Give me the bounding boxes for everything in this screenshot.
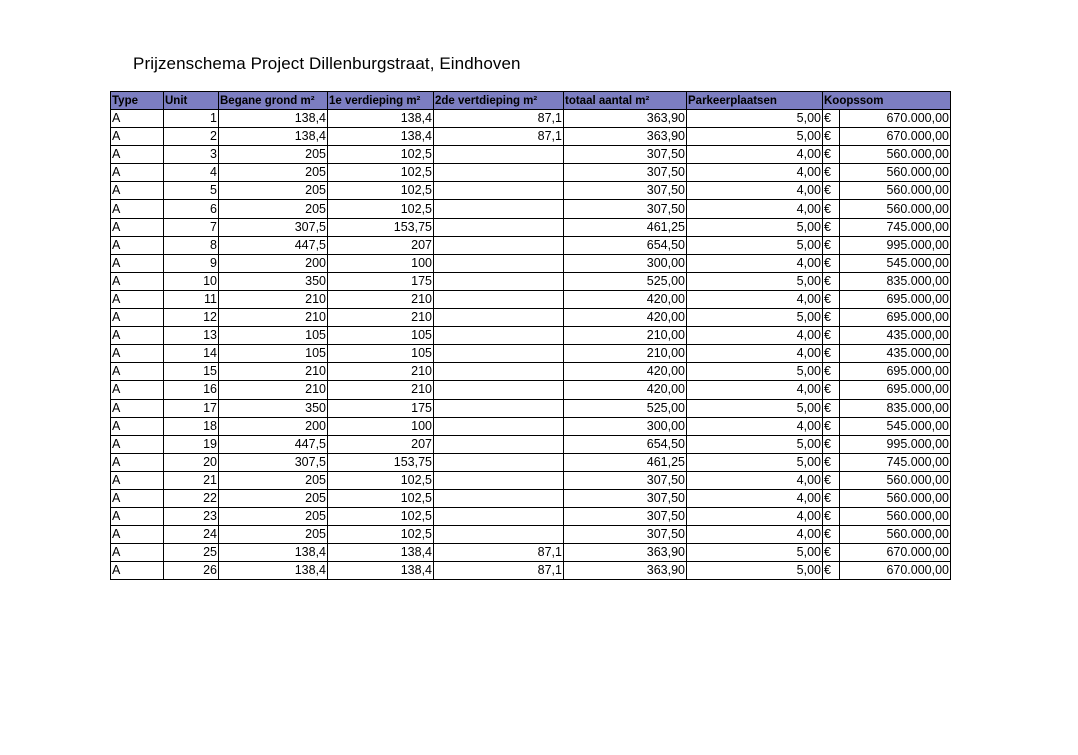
cell-koopsom: 995.000,00 xyxy=(840,236,951,254)
cell-eerste-verdieping: 105 xyxy=(328,327,434,345)
cell-parkeerplaatsen: 4,00 xyxy=(687,200,823,218)
cell-koopsom: 560.000,00 xyxy=(840,146,951,164)
cell-parkeerplaatsen: 4,00 xyxy=(687,381,823,399)
cell-parkeerplaatsen: 4,00 xyxy=(687,508,823,526)
cell-totaal: 654,50 xyxy=(564,236,687,254)
cell-type: A xyxy=(111,128,164,146)
cell-eerste-verdieping: 102,5 xyxy=(328,471,434,489)
cell-unit: 12 xyxy=(164,309,219,327)
cell-unit: 26 xyxy=(164,562,219,580)
table-row xyxy=(111,381,951,399)
cell-tweede-verdieping xyxy=(434,254,564,272)
cell-currency-symbol: € xyxy=(823,272,840,290)
cell-eerste-verdieping: 153,75 xyxy=(328,453,434,471)
cell-tweede-verdieping: 87,1 xyxy=(434,110,564,128)
cell-parkeerplaatsen: 5,00 xyxy=(687,544,823,562)
cell-tweede-verdieping xyxy=(434,508,564,526)
cell-koopsom: 560.000,00 xyxy=(840,200,951,218)
cell-type: A xyxy=(111,417,164,435)
cell-parkeerplaatsen: 4,00 xyxy=(687,526,823,544)
cell-parkeerplaatsen: 4,00 xyxy=(687,182,823,200)
cell-totaal: 307,50 xyxy=(564,182,687,200)
cell-unit: 6 xyxy=(164,200,219,218)
cell-eerste-verdieping: 102,5 xyxy=(328,164,434,182)
price-table xyxy=(110,91,951,580)
cell-currency-symbol: € xyxy=(823,200,840,218)
cell-totaal: 363,90 xyxy=(564,110,687,128)
cell-currency-symbol: € xyxy=(823,453,840,471)
cell-begane-grond: 105 xyxy=(219,327,328,345)
cell-koopsom: 670.000,00 xyxy=(840,562,951,580)
table-row xyxy=(111,363,951,381)
cell-totaal: 307,50 xyxy=(564,146,687,164)
cell-type: A xyxy=(111,182,164,200)
table-row xyxy=(111,218,951,236)
table-row xyxy=(111,254,951,272)
cell-begane-grond: 447,5 xyxy=(219,435,328,453)
cell-totaal: 307,50 xyxy=(564,508,687,526)
cell-type: A xyxy=(111,309,164,327)
cell-tweede-verdieping xyxy=(434,399,564,417)
cell-tweede-verdieping xyxy=(434,453,564,471)
cell-begane-grond: 210 xyxy=(219,381,328,399)
cell-eerste-verdieping: 100 xyxy=(328,254,434,272)
table-row xyxy=(111,471,951,489)
cell-koopsom: 745.000,00 xyxy=(840,453,951,471)
cell-eerste-verdieping: 210 xyxy=(328,363,434,381)
cell-unit: 5 xyxy=(164,182,219,200)
cell-unit: 16 xyxy=(164,381,219,399)
cell-totaal: 363,90 xyxy=(564,544,687,562)
cell-begane-grond: 105 xyxy=(219,345,328,363)
table-row xyxy=(111,182,951,200)
cell-tweede-verdieping xyxy=(434,435,564,453)
cell-parkeerplaatsen: 4,00 xyxy=(687,417,823,435)
cell-eerste-verdieping: 210 xyxy=(328,381,434,399)
cell-eerste-verdieping: 102,5 xyxy=(328,146,434,164)
cell-unit: 3 xyxy=(164,146,219,164)
cell-koopsom: 560.000,00 xyxy=(840,164,951,182)
cell-parkeerplaatsen: 5,00 xyxy=(687,218,823,236)
header-type: Type xyxy=(111,92,164,110)
cell-eerste-verdieping: 175 xyxy=(328,272,434,290)
cell-currency-symbol: € xyxy=(823,110,840,128)
cell-tweede-verdieping xyxy=(434,489,564,507)
table-row xyxy=(111,200,951,218)
header-begane-grond: Begane grond m² xyxy=(219,92,328,110)
cell-koopsom: 545.000,00 xyxy=(840,254,951,272)
table-row xyxy=(111,146,951,164)
cell-tweede-verdieping xyxy=(434,182,564,200)
cell-begane-grond: 205 xyxy=(219,489,328,507)
cell-totaal: 420,00 xyxy=(564,309,687,327)
cell-unit: 2 xyxy=(164,128,219,146)
cell-eerste-verdieping: 100 xyxy=(328,417,434,435)
cell-begane-grond: 138,4 xyxy=(219,128,328,146)
cell-unit: 25 xyxy=(164,544,219,562)
cell-type: A xyxy=(111,200,164,218)
cell-begane-grond: 447,5 xyxy=(219,236,328,254)
cell-begane-grond: 205 xyxy=(219,164,328,182)
cell-tweede-verdieping xyxy=(434,381,564,399)
cell-totaal: 307,50 xyxy=(564,164,687,182)
cell-unit: 4 xyxy=(164,164,219,182)
cell-currency-symbol: € xyxy=(823,417,840,435)
table-row xyxy=(111,345,951,363)
cell-eerste-verdieping: 102,5 xyxy=(328,526,434,544)
table-row xyxy=(111,236,951,254)
cell-totaal: 363,90 xyxy=(564,128,687,146)
cell-tweede-verdieping: 87,1 xyxy=(434,128,564,146)
cell-type: A xyxy=(111,110,164,128)
cell-type: A xyxy=(111,272,164,290)
cell-currency-symbol: € xyxy=(823,363,840,381)
header-unit: Unit xyxy=(164,92,219,110)
cell-unit: 23 xyxy=(164,508,219,526)
cell-currency-symbol: € xyxy=(823,345,840,363)
cell-eerste-verdieping: 138,4 xyxy=(328,562,434,580)
cell-currency-symbol: € xyxy=(823,489,840,507)
cell-currency-symbol: € xyxy=(823,290,840,308)
cell-type: A xyxy=(111,508,164,526)
cell-type: A xyxy=(111,471,164,489)
cell-totaal: 420,00 xyxy=(564,290,687,308)
cell-koopsom: 560.000,00 xyxy=(840,489,951,507)
cell-begane-grond: 205 xyxy=(219,200,328,218)
cell-totaal: 461,25 xyxy=(564,218,687,236)
cell-currency-symbol: € xyxy=(823,526,840,544)
cell-totaal: 363,90 xyxy=(564,562,687,580)
cell-koopsom: 560.000,00 xyxy=(840,508,951,526)
cell-parkeerplaatsen: 5,00 xyxy=(687,435,823,453)
cell-eerste-verdieping: 102,5 xyxy=(328,200,434,218)
cell-totaal: 461,25 xyxy=(564,453,687,471)
cell-currency-symbol: € xyxy=(823,254,840,272)
cell-tweede-verdieping xyxy=(434,236,564,254)
cell-parkeerplaatsen: 5,00 xyxy=(687,110,823,128)
cell-begane-grond: 307,5 xyxy=(219,218,328,236)
cell-unit: 19 xyxy=(164,435,219,453)
cell-currency-symbol: € xyxy=(823,128,840,146)
cell-type: A xyxy=(111,345,164,363)
cell-currency-symbol: € xyxy=(823,218,840,236)
table-row xyxy=(111,272,951,290)
cell-totaal: 307,50 xyxy=(564,526,687,544)
cell-parkeerplaatsen: 5,00 xyxy=(687,309,823,327)
cell-eerste-verdieping: 138,4 xyxy=(328,110,434,128)
cell-koopsom: 560.000,00 xyxy=(840,182,951,200)
cell-parkeerplaatsen: 4,00 xyxy=(687,489,823,507)
cell-parkeerplaatsen: 4,00 xyxy=(687,471,823,489)
cell-koopsom: 435.000,00 xyxy=(840,327,951,345)
cell-begane-grond: 210 xyxy=(219,290,328,308)
table-row xyxy=(111,399,951,417)
cell-eerste-verdieping: 138,4 xyxy=(328,128,434,146)
cell-currency-symbol: € xyxy=(823,236,840,254)
cell-parkeerplaatsen: 5,00 xyxy=(687,236,823,254)
cell-currency-symbol: € xyxy=(823,508,840,526)
cell-unit: 20 xyxy=(164,453,219,471)
cell-begane-grond: 205 xyxy=(219,526,328,544)
cell-parkeerplaatsen: 5,00 xyxy=(687,399,823,417)
header-tweede-verdieping: 2de vertdieping m² xyxy=(434,92,564,110)
cell-type: A xyxy=(111,562,164,580)
cell-currency-symbol: € xyxy=(823,471,840,489)
cell-parkeerplaatsen: 5,00 xyxy=(687,128,823,146)
cell-parkeerplaatsen: 4,00 xyxy=(687,345,823,363)
cell-unit: 21 xyxy=(164,471,219,489)
header-parkeerplaatsen: Parkeerplaatsen xyxy=(687,92,823,110)
cell-begane-grond: 350 xyxy=(219,272,328,290)
table-row xyxy=(111,453,951,471)
cell-begane-grond: 205 xyxy=(219,182,328,200)
cell-koopsom: 695.000,00 xyxy=(840,290,951,308)
table-body xyxy=(111,110,951,580)
cell-parkeerplaatsen: 5,00 xyxy=(687,453,823,471)
cell-currency-symbol: € xyxy=(823,435,840,453)
cell-parkeerplaatsen: 5,00 xyxy=(687,562,823,580)
cell-tweede-verdieping xyxy=(434,146,564,164)
cell-parkeerplaatsen: 4,00 xyxy=(687,290,823,308)
table-row xyxy=(111,417,951,435)
cell-unit: 18 xyxy=(164,417,219,435)
cell-tweede-verdieping xyxy=(434,345,564,363)
cell-totaal: 420,00 xyxy=(564,381,687,399)
cell-type: A xyxy=(111,254,164,272)
header-totaal: totaal aantal m² xyxy=(564,92,687,110)
cell-unit: 11 xyxy=(164,290,219,308)
cell-currency-symbol: € xyxy=(823,182,840,200)
cell-begane-grond: 200 xyxy=(219,254,328,272)
table-row xyxy=(111,128,951,146)
cell-koopsom: 835.000,00 xyxy=(840,272,951,290)
cell-totaal: 210,00 xyxy=(564,327,687,345)
cell-tweede-verdieping xyxy=(434,164,564,182)
cell-type: A xyxy=(111,218,164,236)
table-row xyxy=(111,309,951,327)
cell-begane-grond: 200 xyxy=(219,417,328,435)
cell-begane-grond: 138,4 xyxy=(219,110,328,128)
cell-koopsom: 670.000,00 xyxy=(840,128,951,146)
cell-koopsom: 695.000,00 xyxy=(840,309,951,327)
cell-currency-symbol: € xyxy=(823,399,840,417)
cell-tweede-verdieping xyxy=(434,309,564,327)
cell-type: A xyxy=(111,453,164,471)
cell-begane-grond: 205 xyxy=(219,508,328,526)
cell-begane-grond: 210 xyxy=(219,309,328,327)
table-row xyxy=(111,508,951,526)
cell-koopsom: 995.000,00 xyxy=(840,435,951,453)
cell-begane-grond: 205 xyxy=(219,471,328,489)
cell-koopsom: 670.000,00 xyxy=(840,544,951,562)
cell-koopsom: 695.000,00 xyxy=(840,381,951,399)
cell-koopsom: 435.000,00 xyxy=(840,345,951,363)
table-row xyxy=(111,526,951,544)
cell-type: A xyxy=(111,363,164,381)
page-title: Prijzenschema Project Dillenburgstraat, Eindhoven xyxy=(133,54,521,73)
cell-type: A xyxy=(111,146,164,164)
cell-type: A xyxy=(111,489,164,507)
cell-begane-grond: 350 xyxy=(219,399,328,417)
cell-tweede-verdieping xyxy=(434,272,564,290)
cell-currency-symbol: € xyxy=(823,381,840,399)
cell-unit: 24 xyxy=(164,526,219,544)
cell-begane-grond: 205 xyxy=(219,146,328,164)
header-eerste-verdieping: 1e verdieping m² xyxy=(328,92,434,110)
table-row xyxy=(111,489,951,507)
cell-type: A xyxy=(111,526,164,544)
cell-eerste-verdieping: 102,5 xyxy=(328,508,434,526)
cell-begane-grond: 138,4 xyxy=(219,562,328,580)
cell-begane-grond: 138,4 xyxy=(219,544,328,562)
cell-parkeerplaatsen: 4,00 xyxy=(687,327,823,345)
cell-eerste-verdieping: 210 xyxy=(328,290,434,308)
cell-unit: 1 xyxy=(164,110,219,128)
cell-eerste-verdieping: 175 xyxy=(328,399,434,417)
cell-eerste-verdieping: 207 xyxy=(328,435,434,453)
cell-type: A xyxy=(111,164,164,182)
cell-type: A xyxy=(111,236,164,254)
cell-tweede-verdieping xyxy=(434,417,564,435)
cell-tweede-verdieping: 87,1 xyxy=(434,544,564,562)
cell-eerste-verdieping: 105 xyxy=(328,345,434,363)
cell-parkeerplaatsen: 4,00 xyxy=(687,254,823,272)
cell-unit: 7 xyxy=(164,218,219,236)
cell-totaal: 300,00 xyxy=(564,254,687,272)
cell-unit: 9 xyxy=(164,254,219,272)
table-row xyxy=(111,544,951,562)
cell-tweede-verdieping xyxy=(434,526,564,544)
cell-currency-symbol: € xyxy=(823,146,840,164)
cell-totaal: 525,00 xyxy=(564,399,687,417)
cell-unit: 22 xyxy=(164,489,219,507)
cell-tweede-verdieping xyxy=(434,363,564,381)
cell-totaal: 654,50 xyxy=(564,435,687,453)
cell-type: A xyxy=(111,327,164,345)
cell-tweede-verdieping: 87,1 xyxy=(434,562,564,580)
cell-koopsom: 745.000,00 xyxy=(840,218,951,236)
cell-koopsom: 545.000,00 xyxy=(840,417,951,435)
cell-currency-symbol: € xyxy=(823,562,840,580)
cell-eerste-verdieping: 210 xyxy=(328,309,434,327)
cell-type: A xyxy=(111,381,164,399)
cell-eerste-verdieping: 102,5 xyxy=(328,489,434,507)
cell-koopsom: 835.000,00 xyxy=(840,399,951,417)
cell-type: A xyxy=(111,399,164,417)
cell-koopsom: 560.000,00 xyxy=(840,526,951,544)
cell-tweede-verdieping xyxy=(434,218,564,236)
cell-parkeerplaatsen: 4,00 xyxy=(687,146,823,164)
table-row xyxy=(111,110,951,128)
cell-type: A xyxy=(111,435,164,453)
cell-totaal: 210,00 xyxy=(564,345,687,363)
table-row xyxy=(111,164,951,182)
header-koopsom: Koopssom xyxy=(823,92,951,110)
cell-currency-symbol: € xyxy=(823,544,840,562)
cell-parkeerplaatsen: 5,00 xyxy=(687,363,823,381)
cell-totaal: 300,00 xyxy=(564,417,687,435)
cell-totaal: 525,00 xyxy=(564,272,687,290)
cell-currency-symbol: € xyxy=(823,327,840,345)
cell-tweede-verdieping xyxy=(434,290,564,308)
table-row xyxy=(111,435,951,453)
cell-type: A xyxy=(111,290,164,308)
table-row xyxy=(111,562,951,580)
header-row xyxy=(111,92,951,110)
cell-parkeerplaatsen: 4,00 xyxy=(687,164,823,182)
cell-eerste-verdieping: 102,5 xyxy=(328,182,434,200)
cell-begane-grond: 210 xyxy=(219,363,328,381)
cell-eerste-verdieping: 153,75 xyxy=(328,218,434,236)
cell-parkeerplaatsen: 5,00 xyxy=(687,272,823,290)
cell-unit: 13 xyxy=(164,327,219,345)
cell-koopsom: 670.000,00 xyxy=(840,110,951,128)
table-row xyxy=(111,327,951,345)
cell-tweede-verdieping xyxy=(434,200,564,218)
cell-koopsom: 695.000,00 xyxy=(840,363,951,381)
cell-unit: 15 xyxy=(164,363,219,381)
cell-unit: 8 xyxy=(164,236,219,254)
cell-type: A xyxy=(111,544,164,562)
cell-totaal: 307,50 xyxy=(564,489,687,507)
cell-currency-symbol: € xyxy=(823,164,840,182)
cell-tweede-verdieping xyxy=(434,471,564,489)
cell-unit: 10 xyxy=(164,272,219,290)
cell-begane-grond: 307,5 xyxy=(219,453,328,471)
cell-currency-symbol: € xyxy=(823,309,840,327)
cell-totaal: 307,50 xyxy=(564,200,687,218)
table-row xyxy=(111,290,951,308)
cell-unit: 14 xyxy=(164,345,219,363)
cell-eerste-verdieping: 207 xyxy=(328,236,434,254)
cell-eerste-verdieping: 138,4 xyxy=(328,544,434,562)
cell-totaal: 307,50 xyxy=(564,471,687,489)
cell-tweede-verdieping xyxy=(434,327,564,345)
cell-koopsom: 560.000,00 xyxy=(840,471,951,489)
cell-totaal: 420,00 xyxy=(564,363,687,381)
cell-unit: 17 xyxy=(164,399,219,417)
